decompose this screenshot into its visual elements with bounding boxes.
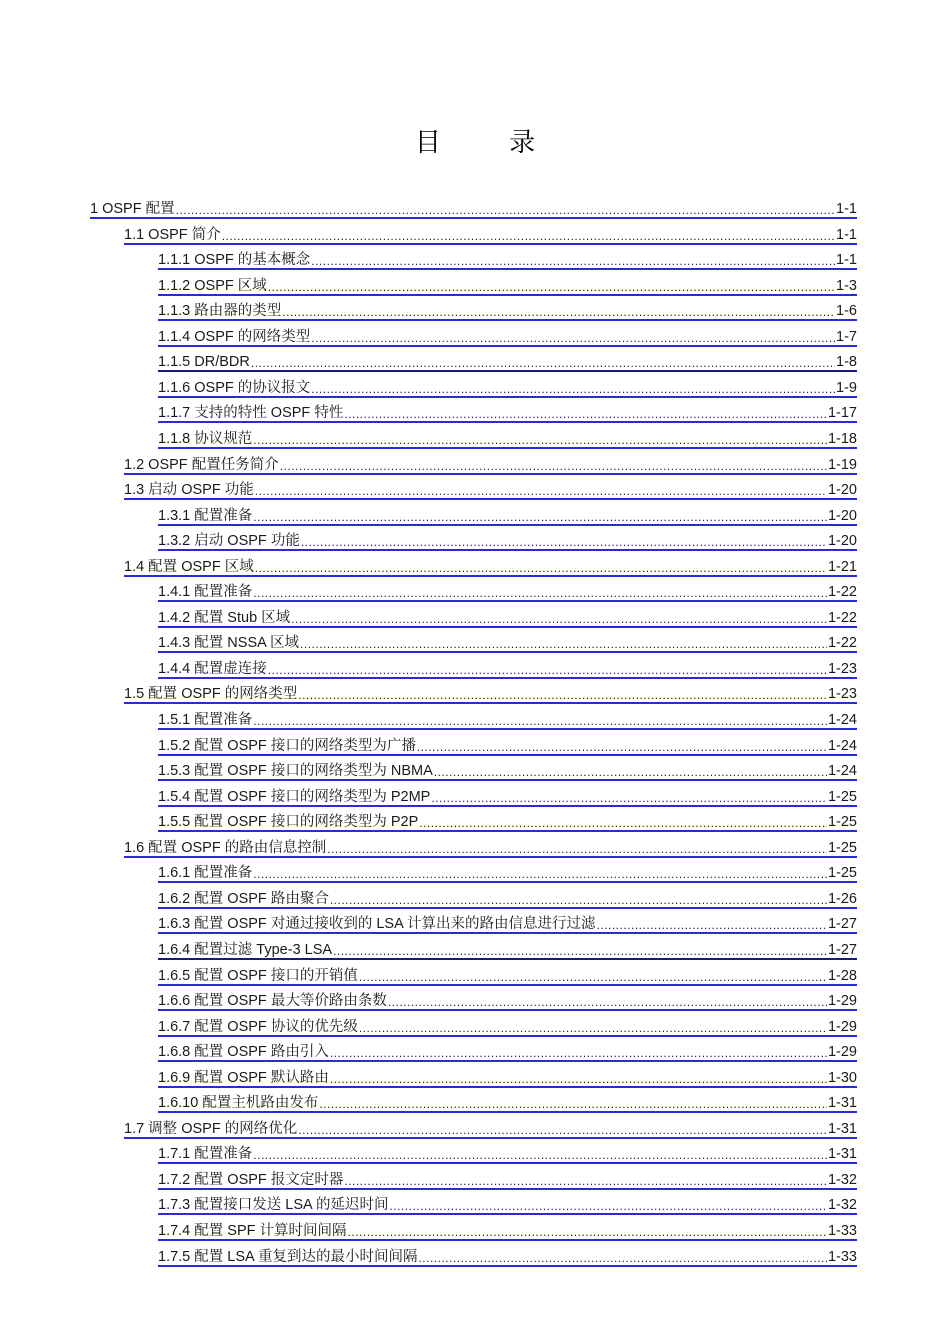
toc-entry-label: 1.6.4 配置过滤 Type-3 LSA bbox=[158, 942, 333, 958]
toc-entry-page: 1-29 bbox=[827, 1044, 857, 1060]
toc-entry-page: 1-20 bbox=[827, 533, 857, 549]
toc-entry[interactable] bbox=[158, 608, 857, 626]
toc-entry[interactable] bbox=[158, 889, 857, 907]
toc-entry[interactable] bbox=[158, 1042, 857, 1060]
toc-entry[interactable] bbox=[158, 940, 857, 958]
toc-entry[interactable] bbox=[158, 1247, 857, 1265]
toc-entry[interactable] bbox=[158, 531, 857, 549]
toc-link-underline bbox=[158, 1213, 857, 1215]
toc-entry-page: 1-31 bbox=[827, 1146, 857, 1162]
toc-link-underline bbox=[158, 932, 857, 934]
toc-entry-label: 1.5.5 配置 OSPF 接口的网络类型为 P2P bbox=[158, 814, 419, 830]
toc-entry[interactable] bbox=[158, 506, 857, 524]
toc-link-underline bbox=[124, 856, 857, 858]
toc-entry-label: 1.1.1 OSPF 的基本概念 bbox=[158, 252, 311, 268]
toc-entry-page: 1-19 bbox=[827, 457, 857, 473]
toc-leader-dots bbox=[311, 331, 835, 345]
toc-entry-label: 1.7.3 配置接口发送 LSA 的延迟时间 bbox=[158, 1197, 389, 1213]
toc-entry[interactable] bbox=[124, 557, 857, 575]
toc-leader-dots bbox=[330, 1072, 827, 1086]
toc-link-underline bbox=[158, 524, 857, 526]
toc-entry[interactable] bbox=[158, 966, 857, 984]
toc-entry-page: 1-33 bbox=[827, 1223, 857, 1239]
toc-entry-page: 1-32 bbox=[827, 1172, 857, 1188]
toc-link-underline bbox=[124, 1137, 857, 1139]
toc-entry-page: 1-17 bbox=[827, 405, 857, 421]
toc-leader-dots bbox=[359, 1021, 827, 1035]
toc-entry-label: 1.5.1 配置准备 bbox=[158, 712, 253, 728]
toc-leader-dots bbox=[359, 970, 827, 984]
toc-entry[interactable] bbox=[158, 1017, 857, 1035]
toc-link-underline bbox=[158, 268, 857, 270]
toc-entry-page: 1-31 bbox=[827, 1121, 857, 1137]
toc-entry-page: 1-20 bbox=[827, 508, 857, 524]
toc-entry-label: 1.7.5 配置 LSA 重复到达的最小时间间隔 bbox=[158, 1249, 418, 1265]
toc-entry-page: 1-24 bbox=[827, 712, 857, 728]
toc-entry-label: 1.1.7 支持的特性 OSPF 特性 bbox=[158, 405, 344, 421]
toc-leader-dots bbox=[176, 203, 835, 217]
toc-link-underline bbox=[158, 1111, 857, 1113]
toc-entry[interactable] bbox=[158, 276, 857, 294]
toc-entry-page: 1-29 bbox=[827, 993, 857, 1009]
toc-entry-page: 1-27 bbox=[827, 916, 857, 932]
toc-leader-dots bbox=[282, 305, 835, 319]
toc-leader-dots bbox=[253, 1148, 827, 1162]
toc-leader-dots bbox=[298, 688, 827, 702]
toc-entry-page: 1-23 bbox=[827, 686, 857, 702]
toc-leader-dots bbox=[253, 510, 827, 524]
toc-entry-page: 1-1 bbox=[836, 227, 857, 243]
toc-entry[interactable] bbox=[158, 633, 857, 651]
toc-link-underline bbox=[158, 779, 857, 781]
toc-entry-label: 1.6.6 配置 OSPF 最大等价路由条数 bbox=[158, 993, 387, 1009]
toc-leader-dots bbox=[298, 1123, 827, 1137]
toc-leader-dots bbox=[327, 842, 827, 856]
toc-entry-page: 1-18 bbox=[827, 431, 857, 447]
toc-entry[interactable] bbox=[124, 1119, 857, 1137]
toc-entry-label: 1.7.4 配置 SPF 计算时间间隔 bbox=[158, 1223, 347, 1239]
toc-entry[interactable] bbox=[158, 863, 857, 881]
toc-entry-page: 1-25 bbox=[827, 789, 857, 805]
toc-leader-dots bbox=[255, 484, 827, 498]
toc-entry-page: 1-21 bbox=[827, 559, 857, 575]
toc-entry[interactable] bbox=[158, 378, 857, 396]
toc-entry[interactable] bbox=[124, 480, 857, 498]
toc-leader-dots bbox=[222, 229, 835, 243]
toc-link-underline bbox=[158, 319, 857, 321]
toc-link-underline bbox=[158, 1265, 857, 1267]
toc-leader-dots bbox=[333, 944, 827, 958]
toc-leader-dots bbox=[253, 433, 827, 447]
toc-entry[interactable] bbox=[158, 736, 857, 754]
toc-entry-page: 1-24 bbox=[827, 763, 857, 779]
toc-entry-label: 1.4.2 配置 Stub 区域 bbox=[158, 610, 291, 626]
toc-leader-dots bbox=[253, 586, 827, 600]
toc-link-underline bbox=[158, 1086, 857, 1088]
toc-entry-page: 1-26 bbox=[827, 891, 857, 907]
toc-entry-label: 1.6.5 配置 OSPF 接口的开销值 bbox=[158, 968, 358, 984]
toc-leader-dots bbox=[417, 740, 827, 754]
toc-link-underline bbox=[158, 294, 857, 296]
toc-entry-label: 1.6.7 配置 OSPF 协议的优先级 bbox=[158, 1019, 358, 1035]
toc-entry-label: 1.7.2 配置 OSPF 报文定时器 bbox=[158, 1172, 344, 1188]
toc-link-underline bbox=[158, 626, 857, 628]
toc-entry-page: 1-32 bbox=[827, 1197, 857, 1213]
toc-entry[interactable] bbox=[90, 199, 857, 217]
toc-link-underline bbox=[158, 600, 857, 602]
toc-entry[interactable] bbox=[124, 455, 857, 473]
toc-entry[interactable] bbox=[158, 914, 857, 932]
toc-leader-dots bbox=[311, 382, 835, 396]
toc-link-underline bbox=[158, 396, 857, 398]
toc-link-underline bbox=[158, 728, 857, 730]
toc-link-underline bbox=[158, 830, 857, 832]
toc-entry[interactable] bbox=[158, 301, 857, 319]
toc-entry-label: 1.1.5 DR/BDR bbox=[158, 354, 250, 370]
toc-entry-label: 1.6.8 配置 OSPF 路由引入 bbox=[158, 1044, 329, 1060]
toc-leader-dots bbox=[431, 791, 827, 805]
toc-leader-dots bbox=[301, 535, 827, 549]
toc-link-underline bbox=[124, 243, 857, 245]
toc-entry-label: 1.7 调整 OSPF 的网络优化 bbox=[124, 1121, 298, 1137]
toc-entry[interactable] bbox=[158, 812, 857, 830]
toc-entry-page: 1-31 bbox=[827, 1095, 857, 1111]
toc-entry-label: 1.1.3 路由器的类型 bbox=[158, 303, 282, 319]
toc-entry-label: 1.3.1 配置准备 bbox=[158, 508, 253, 524]
toc-entry-page: 1-22 bbox=[827, 584, 857, 600]
toc-entry[interactable] bbox=[158, 429, 857, 447]
toc-leader-dots bbox=[311, 254, 835, 268]
toc-entry-label: 1.6 配置 OSPF 的路由信息控制 bbox=[124, 840, 327, 856]
toc-entry-label: 1.4.1 配置准备 bbox=[158, 584, 253, 600]
toc-entry-label: 1.4.3 配置 NSSA 区域 bbox=[158, 635, 300, 651]
toc-link-underline bbox=[158, 984, 857, 986]
page-title: 目 录 bbox=[414, 128, 566, 158]
toc-entry-label: 1 OSPF 配置 bbox=[90, 201, 175, 217]
toc-leader-dots bbox=[253, 867, 827, 881]
toc-entry-page: 1-7 bbox=[836, 329, 857, 345]
toc-entry-label: 1.1.4 OSPF 的网络类型 bbox=[158, 329, 311, 345]
toc-link-underline bbox=[124, 473, 857, 475]
toc-leader-dots bbox=[344, 1174, 827, 1188]
toc-entry-page: 1-8 bbox=[836, 354, 857, 370]
toc-entry-label: 1.1 OSPF 简介 bbox=[124, 227, 221, 243]
toc-link-underline bbox=[158, 345, 857, 347]
toc-entry-page: 1-33 bbox=[827, 1249, 857, 1265]
toc-entry-page: 1-27 bbox=[827, 942, 857, 958]
toc-entry[interactable] bbox=[158, 761, 857, 779]
toc-entry-label: 1.7.1 配置准备 bbox=[158, 1146, 253, 1162]
toc-link-underline bbox=[158, 1035, 857, 1037]
toc-leader-dots bbox=[434, 765, 827, 779]
toc-entry-label: 1.6.9 配置 OSPF 默认路由 bbox=[158, 1070, 329, 1086]
toc-entry-label: 1.5.4 配置 OSPF 接口的网络类型为 P2MP bbox=[158, 789, 431, 805]
toc-entry[interactable] bbox=[158, 787, 857, 805]
toc-entry-page: 1-29 bbox=[827, 1019, 857, 1035]
toc-leader-dots bbox=[596, 918, 826, 932]
toc-entry[interactable] bbox=[158, 1195, 857, 1213]
toc-entry-page: 1-20 bbox=[827, 482, 857, 498]
toc-entry[interactable] bbox=[158, 1170, 857, 1188]
toc-link-underline bbox=[158, 754, 857, 756]
toc-leader-dots bbox=[418, 1251, 827, 1265]
toc-leader-dots bbox=[291, 612, 827, 626]
toc-entry-page: 1-3 bbox=[836, 278, 857, 294]
toc-leader-dots bbox=[300, 637, 827, 651]
toc-link-underline bbox=[158, 805, 857, 807]
toc-leader-dots bbox=[419, 816, 827, 830]
toc-link-underline bbox=[158, 370, 857, 372]
toc-entry-label: 1.6.2 配置 OSPF 路由聚合 bbox=[158, 891, 329, 907]
toc-entry[interactable] bbox=[158, 352, 857, 370]
toc-entry[interactable] bbox=[124, 838, 857, 856]
toc-entry-page: 1-22 bbox=[827, 635, 857, 651]
toc-entry[interactable] bbox=[158, 1144, 857, 1162]
toc-entry-label: 1.6.10 配置主机路由发布 bbox=[158, 1095, 319, 1111]
toc-link-underline bbox=[124, 575, 857, 577]
toc-link-underline bbox=[124, 498, 857, 500]
toc-link-underline bbox=[158, 1162, 857, 1164]
toc-link-underline bbox=[158, 421, 857, 423]
toc-entry-label: 1.1.2 OSPF 区域 bbox=[158, 278, 267, 294]
toc-link-underline bbox=[124, 702, 857, 704]
toc-leader-dots bbox=[268, 663, 827, 677]
toc-entry[interactable] bbox=[158, 991, 857, 1009]
toc-entry[interactable] bbox=[158, 403, 857, 421]
toc-entry-page: 1-6 bbox=[836, 303, 857, 319]
toc-entry-label: 1.6.3 配置 OSPF 对通过接收到的 LSA 计算出来的路由信息进行过滤 bbox=[158, 916, 596, 932]
toc-entry-label: 1.3 启动 OSPF 功能 bbox=[124, 482, 254, 498]
toc-leader-dots bbox=[330, 893, 827, 907]
toc-link-underline bbox=[158, 447, 857, 449]
toc-entry-label: 1.3.2 启动 OSPF 功能 bbox=[158, 533, 300, 549]
toc-link-underline bbox=[90, 217, 857, 219]
toc-entry-page: 1-9 bbox=[836, 380, 857, 396]
toc-entry-page: 1-25 bbox=[827, 840, 857, 856]
toc-entry[interactable] bbox=[158, 327, 857, 345]
toc-entry-label: 1.2 OSPF 配置任务简介 bbox=[124, 457, 279, 473]
toc-link-underline bbox=[158, 651, 857, 653]
toc-entry[interactable] bbox=[124, 684, 857, 702]
toc-entry-page: 1-25 bbox=[827, 865, 857, 881]
toc-entry[interactable] bbox=[158, 250, 857, 268]
toc-leader-dots bbox=[319, 1097, 827, 1111]
toc-entry[interactable] bbox=[158, 1093, 857, 1111]
toc-entry-page: 1-23 bbox=[827, 661, 857, 677]
toc-entry-page: 1-1 bbox=[836, 252, 857, 268]
toc-link-underline bbox=[158, 907, 857, 909]
toc-entry[interactable] bbox=[158, 582, 857, 600]
toc-link-underline bbox=[158, 549, 857, 551]
toc-entry-label: 1.5.3 配置 OSPF 接口的网络类型为 NBMA bbox=[158, 763, 433, 779]
toc-entry[interactable] bbox=[158, 1068, 857, 1086]
toc-entry[interactable] bbox=[158, 659, 857, 677]
toc-link-underline bbox=[158, 958, 857, 960]
toc-entry-page: 1-1 bbox=[836, 201, 857, 217]
toc-entry-label: 1.6.1 配置准备 bbox=[158, 865, 253, 881]
toc-entry-page: 1-28 bbox=[827, 968, 857, 984]
toc-entry-page: 1-24 bbox=[827, 738, 857, 754]
toc-link-underline bbox=[158, 1188, 857, 1190]
toc-link-underline bbox=[158, 1060, 857, 1062]
toc-leader-dots bbox=[251, 356, 835, 370]
toc-leader-dots bbox=[388, 995, 827, 1009]
toc-link-underline bbox=[158, 1239, 857, 1241]
toc-link-underline bbox=[158, 677, 857, 679]
toc-entry-label: 1.1.6 OSPF 的协议报文 bbox=[158, 380, 311, 396]
toc-entry-page: 1-25 bbox=[827, 814, 857, 830]
toc-entry-label: 1.1.8 协议规范 bbox=[158, 431, 253, 447]
toc-leader-dots bbox=[255, 561, 827, 575]
toc-leader-dots bbox=[389, 1199, 827, 1213]
toc-leader-dots bbox=[348, 1225, 827, 1239]
toc-leader-dots bbox=[280, 459, 827, 473]
toc-entry-label: 1.4 配置 OSPF 区域 bbox=[124, 559, 254, 575]
toc-leader-dots bbox=[253, 714, 827, 728]
toc-leader-dots bbox=[268, 280, 835, 294]
toc-link-underline bbox=[158, 881, 857, 883]
toc-link-underline bbox=[158, 1009, 857, 1011]
toc-entry[interactable] bbox=[158, 710, 857, 728]
toc-leader-dots bbox=[330, 1046, 827, 1060]
toc-entry-label: 1.5 配置 OSPF 的网络类型 bbox=[124, 686, 298, 702]
toc-leader-dots bbox=[344, 407, 827, 421]
toc-entry-page: 1-22 bbox=[827, 610, 857, 626]
toc-entry-label: 1.4.4 配置虚连接 bbox=[158, 661, 267, 677]
toc-entry-page: 1-30 bbox=[827, 1070, 857, 1086]
toc-entry-label: 1.5.2 配置 OSPF 接口的网络类型为广播 bbox=[158, 738, 416, 754]
toc-entry[interactable] bbox=[158, 1221, 857, 1239]
toc-entry[interactable] bbox=[124, 225, 857, 243]
